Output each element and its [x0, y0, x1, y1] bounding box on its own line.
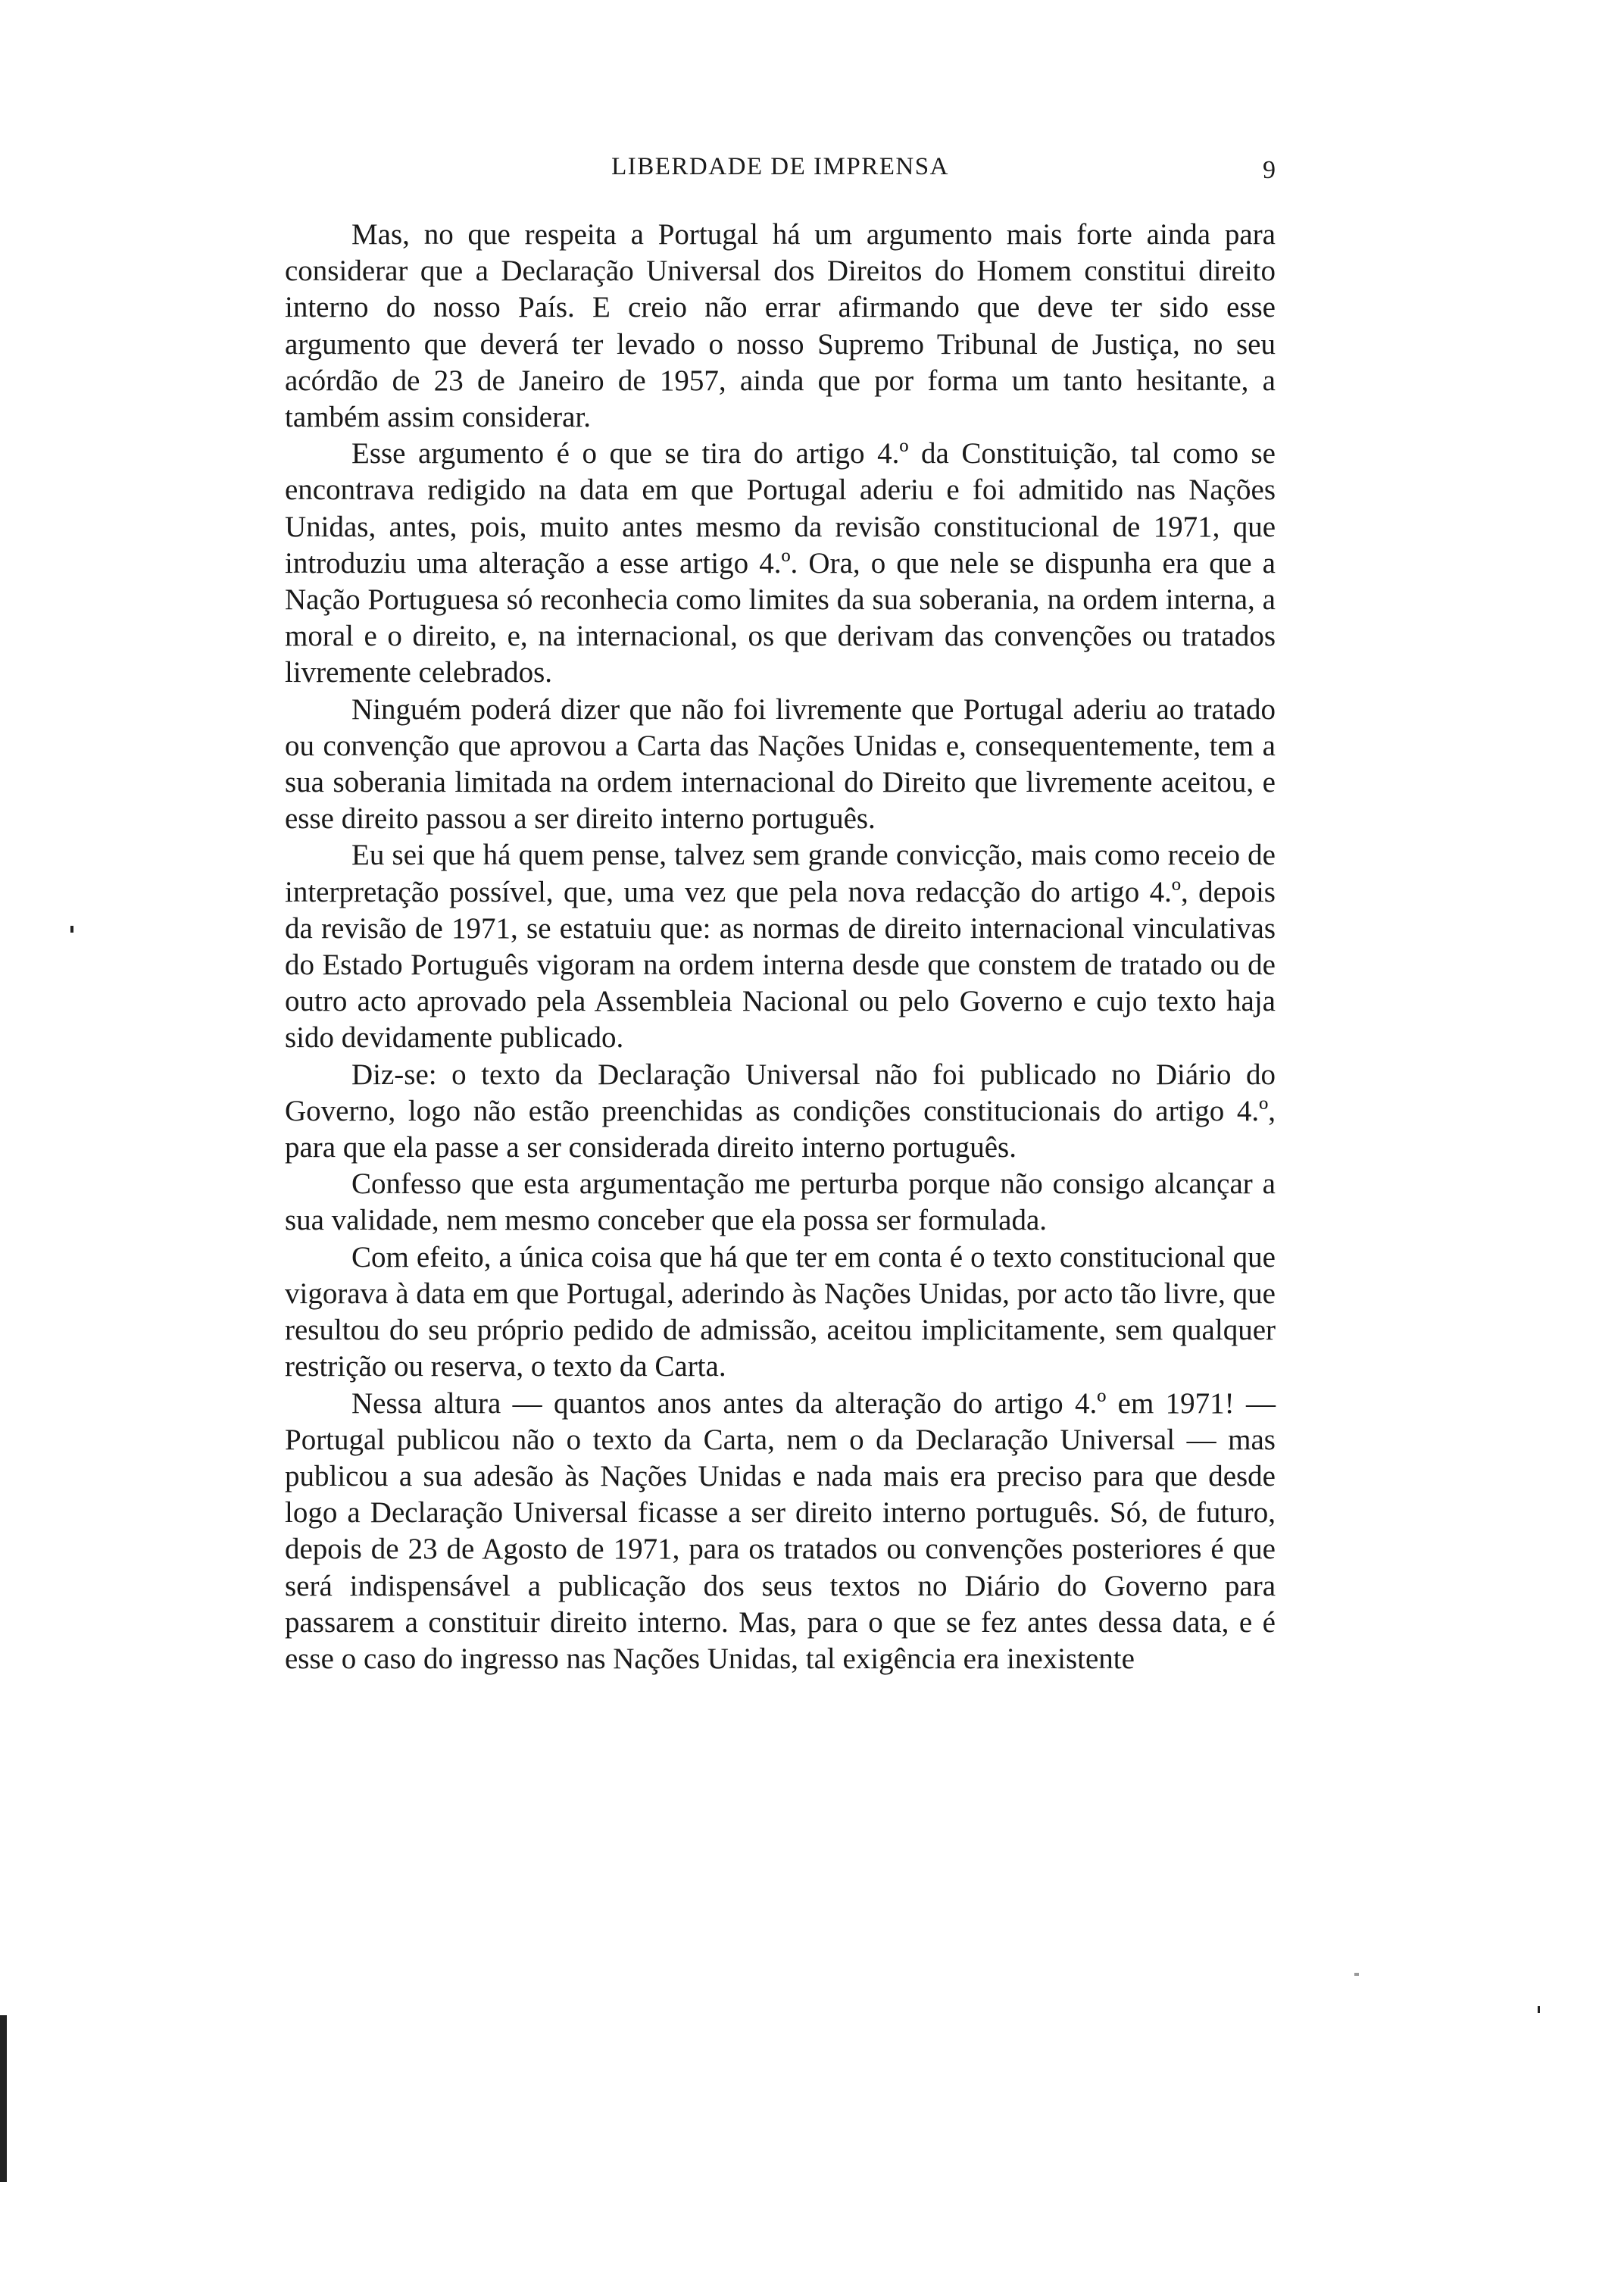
- page-number: 9: [1263, 156, 1276, 184]
- paragraph: Ninguém poderá dizer que não foi livremente que Portugal aderiu ao tratado ou convenção que aprovou a Carta das Nações Unidas e, consequentemente, tem a sua soberania limitada na ordem internacional do Direito que livremente aceitou, e esse direito passou a ser direito interno português.: [285, 692, 1276, 836]
- running-header: [285, 153, 1276, 191]
- paragraph: Eu sei que há quem pense, talvez sem grande convicção, mais como receio de interpretação possível, que, uma vez que pela nova redacção do artigo 4.º, depois da revisão de 1971, se estatuiu que: as normas de direito internacional vinculativas do Estado Português vigoram na ordem interna desde que constem de tratado ou de outro acto aprovado pela Assembleia Nacional ou pelo Governo e cujo texto haja sido devidamente publicado.: [285, 839, 1276, 1055]
- paragraph: Esse argumento é o que se tira do artigo 4.º da Constituição, tal como se encontrava redigido na data em que Portugal aderiu e foi admitido nas Nações Unidas, antes, pois, muito antes mesmo da revisão constitucional de 1971, que introduziu uma alteração a esse artigo 4.º. Ora, o que nele se dispunha era que a Nação Portuguesa só reconhecia como limites da sua soberania, na ordem interna, a moral e o direito, e, na internacional, os que derivam das convenções ou tratados livremente celebrados.: [285, 437, 1276, 689]
- paragraph: Nessa altura — quantos anos antes da alteração do artigo 4.º em 1971! — Portugal publicou não o texto da Carta, nem o da Declaração Universal — mas publicou a sua adesão às Nações Unidas e nada mais era preciso para que desde logo a Declaração Universal ficasse a ser direito interno português. Só, de futuro, depois de 23 de Agosto de 1971, para os tratados ou convenções posteriores é que será indispensável a publicação dos seus textos no Diário do Governo para passarem a constituir direito interno. Mas, para o que se fez antes dessa data, e é esse o caso do ingresso nas Nações Unidas, tal exigência era inexistente: [285, 1386, 1276, 1675]
- paragraph: Mas, no que respeita a Portugal há um argumento mais forte ainda para considerar que a Declaração Universal dos Direitos do Homem constitui direito interno do nosso País. E creio não errar afirmando que deve ter sido esse argumento que deverá ter levado o nosso Supremo Tribunal de Justiça, no seu acórdão de 23 de Janeiro de 1957, ainda que por forma um tanto hesitante, a também assim considerar.: [285, 218, 1276, 434]
- scan-speck: [1354, 1973, 1359, 1976]
- paragraph: Com efeito, a única coisa que há que ter em conta é o texto constitucional que vigorava à data em que Portugal, aderindo às Nações Unidas, por acto tão livre, que resultou do seu próprio pedido de admissão, aceitou implicitamente, sem qualquer restrição ou reserva, o texto da Carta.: [285, 1240, 1276, 1383]
- scan-speck: [1538, 2006, 1540, 2013]
- paragraph: Diz-se: o texto da Declaração Universal não foi publicado no Diário do Governo, logo não estão preenchidas as condições constitucionais do artigo 4.º, para que ela passe a ser considerada direito interno português.: [285, 1058, 1276, 1164]
- running-title: LIBERDADE DE IMPRENSA: [611, 153, 949, 180]
- paragraph: Confesso que esta argumentação me perturba porque não consigo alcançar a sua validade, nem mesmo conceber que ela possa ser formulada.: [285, 1167, 1276, 1237]
- body-text: [285, 217, 1276, 1677]
- scan-edge-mark: [0, 2015, 7, 2182]
- scan-speck: [70, 926, 73, 933]
